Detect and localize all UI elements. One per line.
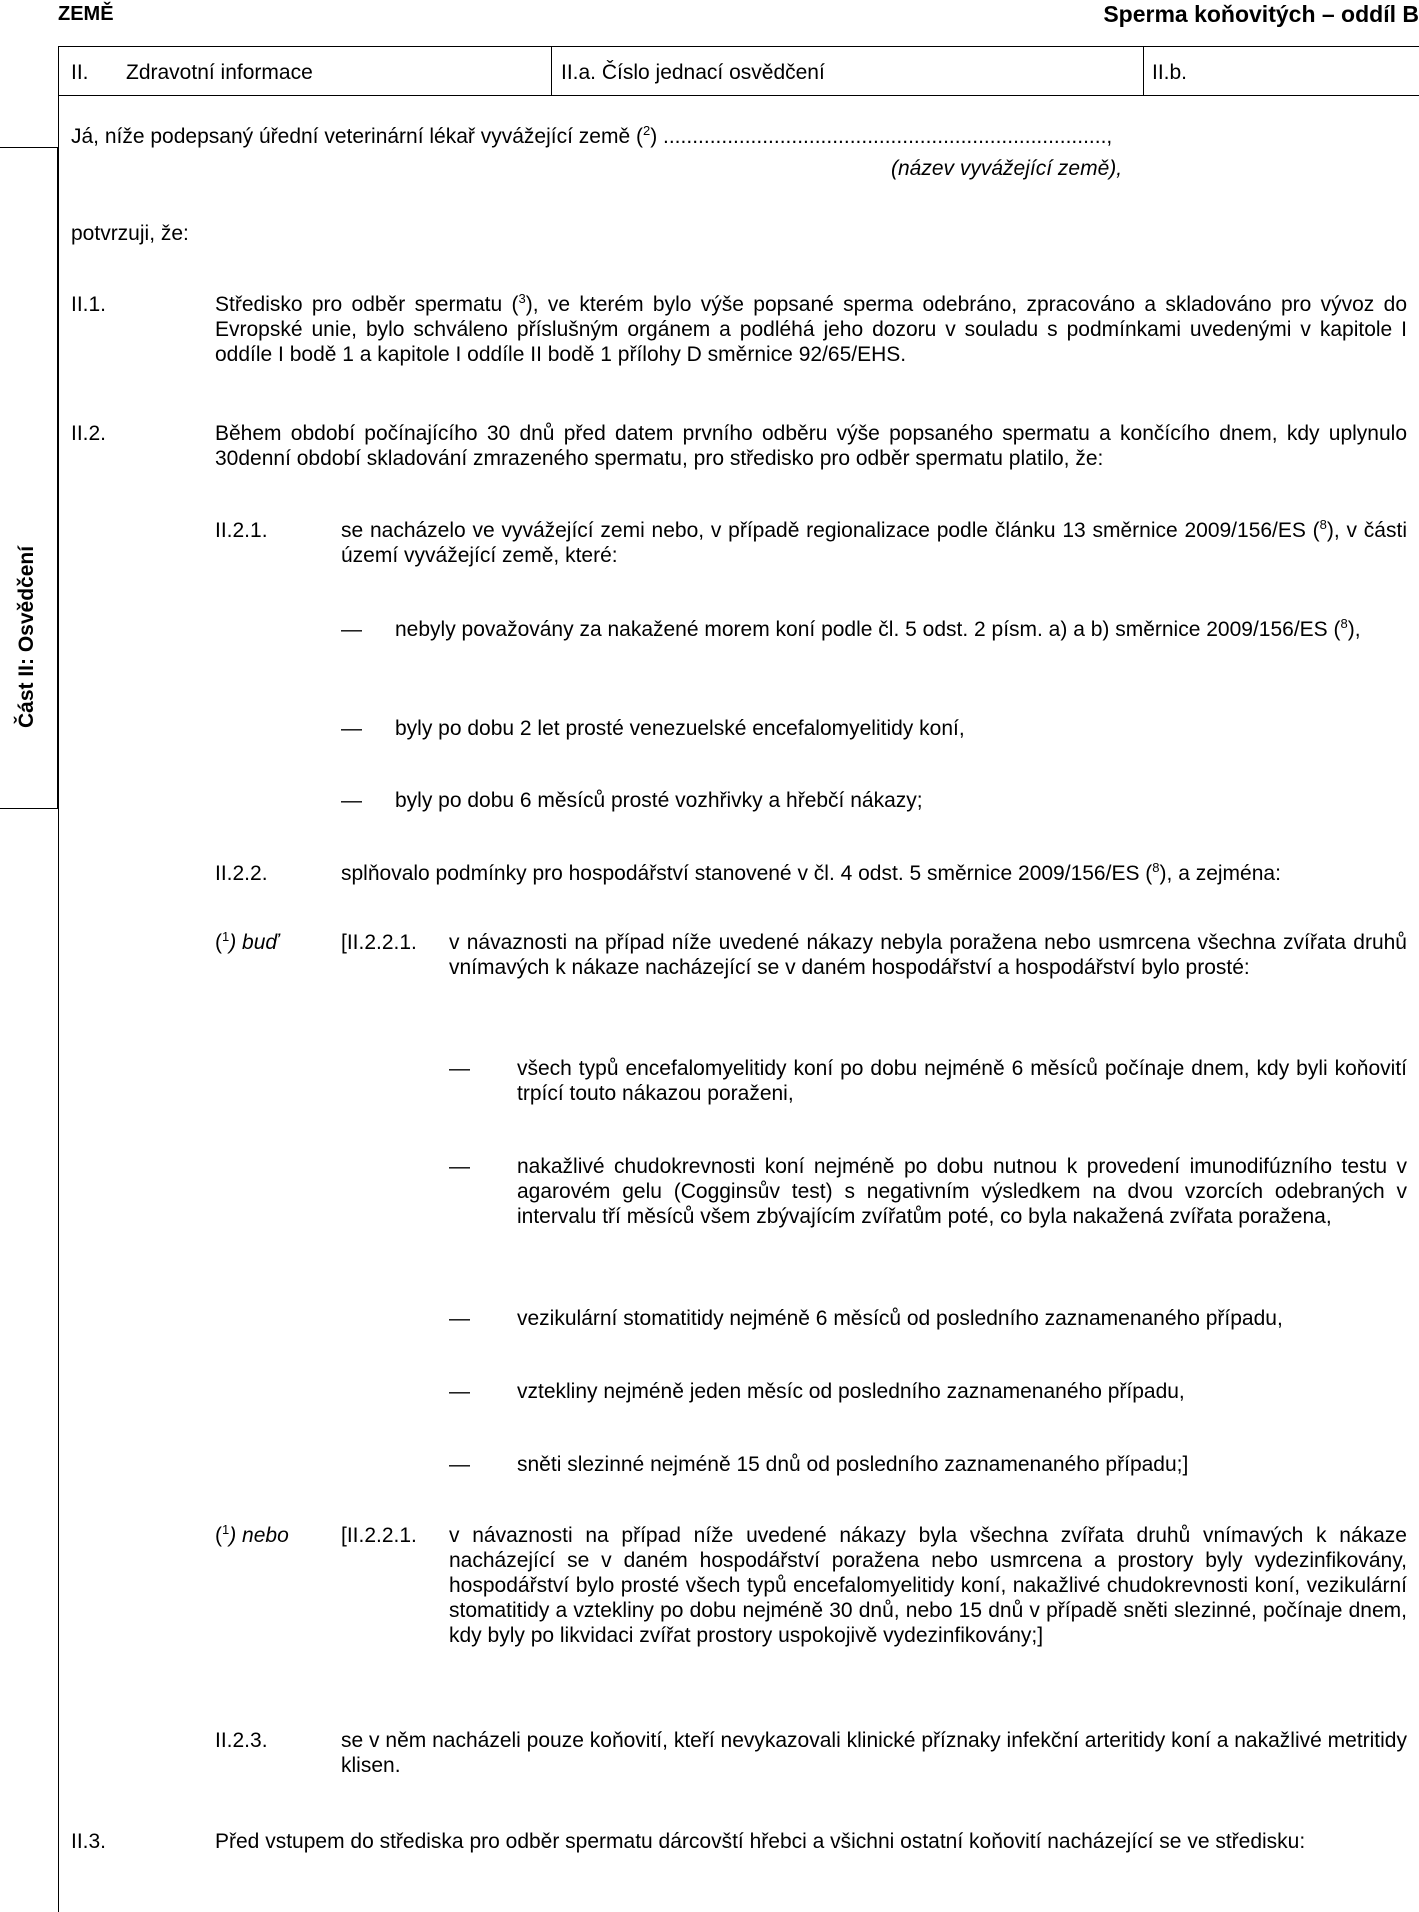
- intro-line: Já, níže podepsaný úřední veterinární lékař vyvážející země ($^2$) ............................................................................,: [71, 123, 1113, 148]
- section-iib-cell: [1143, 47, 1419, 95]
- bullet-text: nebyly považovány za nakažené morem koní podle čl. 5 odst. 2 písm. a) a b) směrnice 2009/156/ES ($^8$),: [395, 616, 1361, 641]
- item-text: Před vstupem do střediska pro odběr spermatu dárcovští hřebci a všichni ostatní koňovití nacházející se ve středisku:: [215, 1830, 1306, 1853]
- dash-bullet: —: [341, 618, 362, 641]
- certificate-reference-label: II.a. Číslo jednací osvědčení: [561, 61, 825, 84]
- bullet-text: nakažlivé chudokrevnosti koní nejméně po dobu nutnou k provedení imunodifúzního testu v agarovém gelu (Cogginsův test) s negativním výsledkem na dvou vzorcích odebraných v intervalu tří měsíců všem zbývajícím zvířatům poté, co byla nakažená zvířata poražena,: [517, 1155, 1407, 1228]
- item-number: II.2.: [71, 422, 107, 445]
- dash-bullet: —: [341, 717, 362, 740]
- dash-bullet: —: [449, 1057, 470, 1080]
- item-number: [II.2.2.1.: [341, 1524, 417, 1547]
- item-number: [II.2.2.1.: [341, 931, 417, 954]
- certificate-reference-cell: [551, 47, 1144, 95]
- country-name-hint: (název vyvážející země),: [891, 157, 1123, 180]
- option-marker: ($^1$) buď: [215, 929, 279, 954]
- dash-bullet: —: [449, 1155, 470, 1178]
- item-text: Středisko pro odběr spermatu ($^3$), ve kterém bylo výše popsané sperma odebráno, zpracováno a skladováno pro vývoz do Evropské unie, bylo schváleno příslušným orgánem a podléhá jeho dozoru v souladu s podmínkami uvedenými v kapitole I oddíle I bodě 1 a kapitole I oddíle II bodě 1 přílohy D směrnice 92/65/EHS.: [215, 291, 1407, 366]
- document-title: Sperma koňovitých – oddíl B: [1103, 1, 1419, 27]
- item-number: II.1.: [71, 293, 107, 316]
- section-title: Zdravotní informace: [126, 61, 313, 84]
- section-title-bar: [58, 46, 1419, 96]
- item-text: v návaznosti na případ níže uvedené nákazy nebyla poražena nebo usmrcena všechna zvířata druhů vnímavých k nákaze nacházející se v daném hospodářství a hospodářství bylo prosté:: [449, 931, 1407, 979]
- section-iib-label: II.b.: [1152, 61, 1188, 84]
- section-title-cell: [59, 47, 551, 95]
- certificate-body: [58, 96, 1419, 1912]
- confirm-text: potvrzuji, že:: [71, 222, 189, 245]
- item-number: II.3.: [71, 1830, 107, 1853]
- section-number: II.: [71, 61, 89, 84]
- option-marker: ($^1$) nebo: [215, 1522, 289, 1547]
- item-number: II.2.2.: [215, 862, 268, 885]
- item-text: splňovalo podmínky pro hospodářství stanovené v čl. 4 odst. 5 směrnice 2009/156/ES ($^8$), a zejména:: [341, 860, 1281, 885]
- bullet-text: vezikulární stomatitidy nejméně 6 měsíců od posledního zaznamenaného případu,: [517, 1307, 1283, 1330]
- sidebar-box: [0, 147, 58, 809]
- item-text: Během období počínajícího 30 dnů před datem prvního odběru výše popsaného spermatu a končícího dnem, kdy uplynulo 30denní období skladování zmrazeného spermatu, pro středisko pro odběr spermatu platilo, že:: [215, 422, 1407, 470]
- bullet-text: byly po dobu 6 měsíců prosté vozhřivky a hřebčí nákazy;: [395, 789, 923, 812]
- item-number: II.2.3.: [215, 1729, 268, 1752]
- dash-bullet: —: [449, 1380, 470, 1403]
- item-text: v návaznosti na případ níže uvedené nákazy byla všechna zvířata druhů vnímavých k nákaze nacházející se v daném hospodářství poražena nebo usmrcena a prostory byly vydezinfikovány, hospodářství bylo prosté všech typů encefalomyelitidy koní, nakažlivé chudokrevnosti koní, vezikulární stomatitidy a vztekliny po dobu nejméně 30 dnů, nebo 15 dnů v případě sněti slezinné, počínaje dnem, kdy byly po likvidaci zvířat prostory uspokojivě vydezinfikovány;]: [449, 1524, 1407, 1647]
- item-text: se v něm nacházeli pouze koňovití, kteří nevykazovali klinické příznaky infekční arteritidy koní a nakažlivé metritidy klisen.: [341, 1729, 1407, 1777]
- item-number: II.2.1.: [215, 519, 268, 542]
- bullet-text: vztekliny nejméně jeden měsíc od posledního zaznamenaného případu,: [517, 1380, 1185, 1403]
- dash-bullet: —: [449, 1307, 470, 1330]
- dash-bullet: —: [341, 789, 362, 812]
- bullet-text: byly po dobu 2 let prosté venezuelské encefalomyelitidy koní,: [395, 717, 965, 740]
- bullet-text: všech typů encefalomyelitidy koní po dobu nejméně 6 měsíců počínaje dnem, kdy byli koňovití trpící touto nákazou poraženi,: [517, 1057, 1407, 1105]
- item-text: se nacházelo ve vyvážející zemi nebo, v případě regionalizace podle článku 13 směrnice 2009/156/ES ($^8$), v části území vyvážející země, které:: [341, 517, 1407, 567]
- country-header: ZEMĚ: [58, 3, 114, 25]
- sidebar-label: Část II: Osvědčení: [15, 545, 38, 728]
- bullet-text: sněti slezinné nejméně 15 dnů od posledního zaznamenaného případu;]: [517, 1453, 1189, 1476]
- dash-bullet: —: [449, 1453, 470, 1476]
